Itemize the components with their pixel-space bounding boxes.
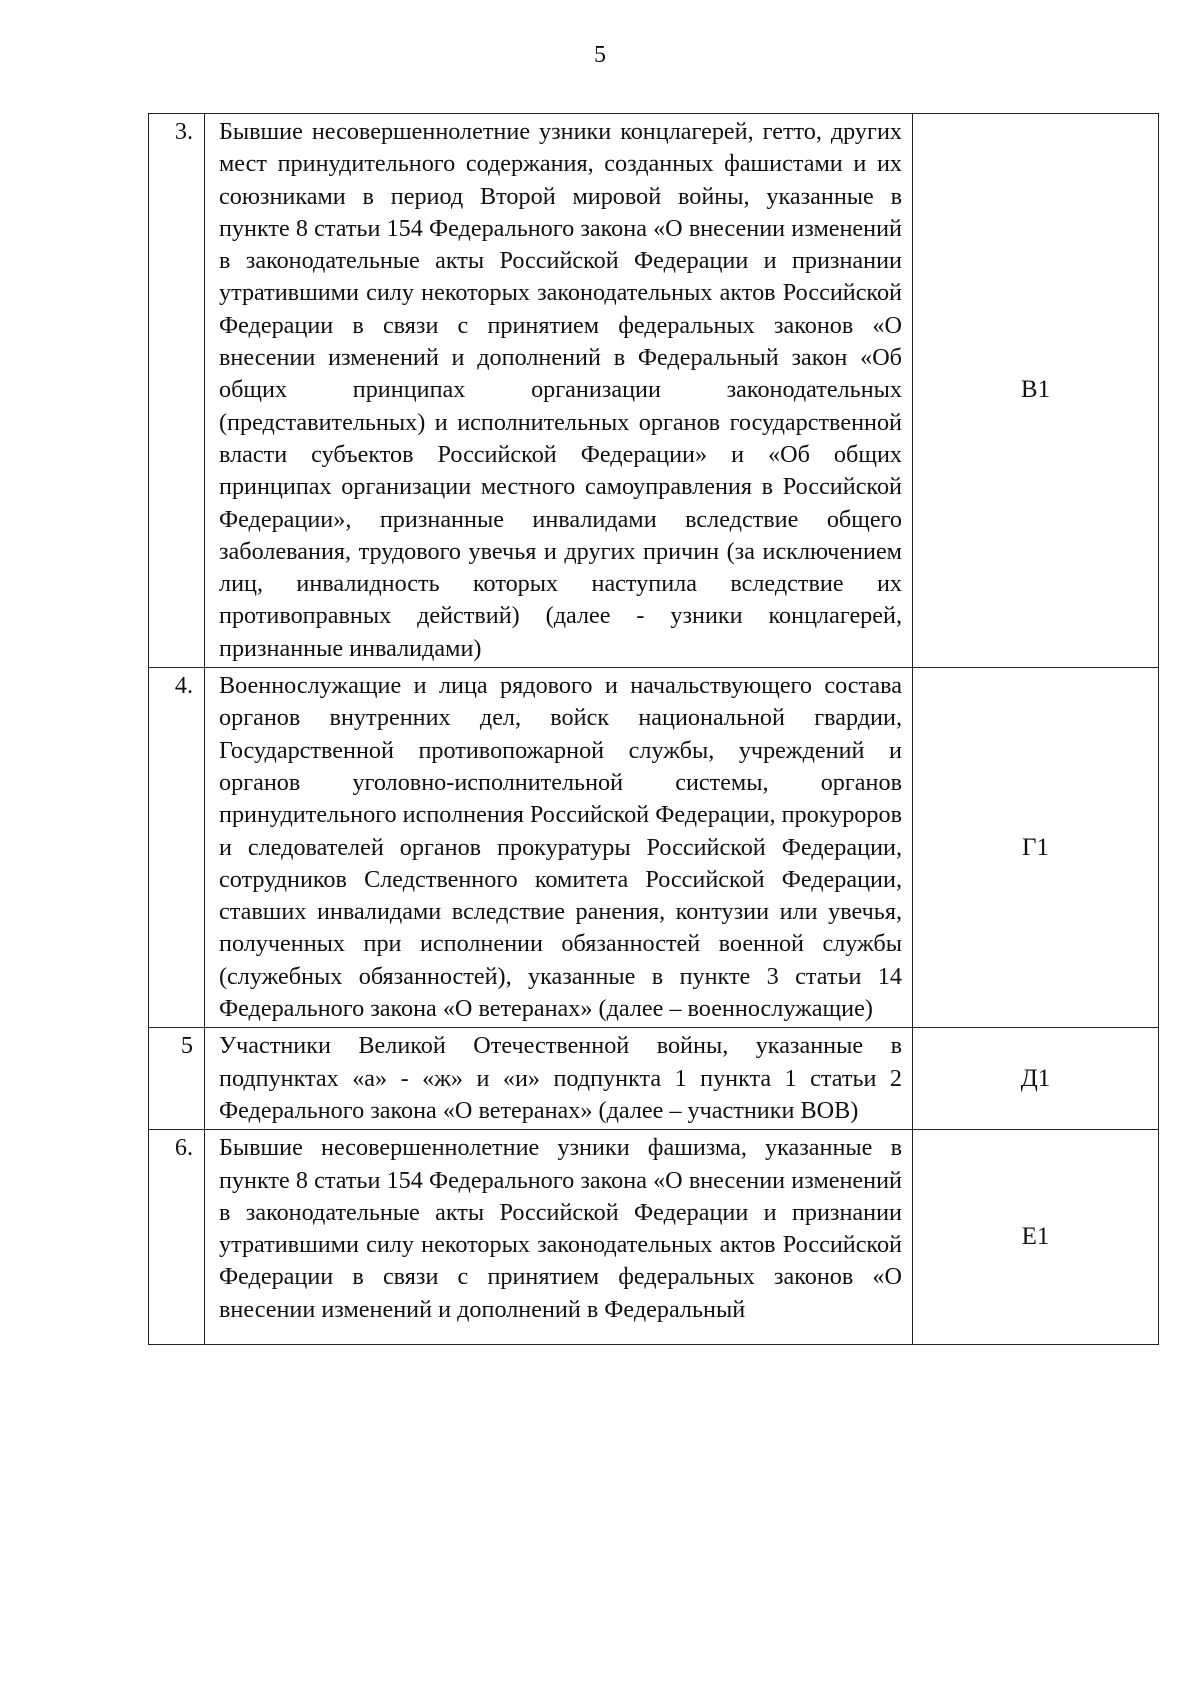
- table-row: [149, 668, 1159, 1028]
- row-description: Бывшие несовершеннолетние узники фашизма, указанные в пункте 8 статьи 154 Федерального закона «О внесении изменений в законодательные акты Российской Федерации и признании утратившими силу некоторых законодательных актов Российской Федерации в связи с принятием федеральных законов «О внесении изменений и дополнений в Федеральный: [205, 1130, 913, 1345]
- table-row: [149, 114, 1159, 668]
- benefit-category-table: [148, 113, 1159, 1345]
- row-code: В1: [913, 114, 1159, 668]
- row-description: Военнослужащие и лица рядового и начальствующего состава органов внутренних дел, войск национальной гвардии, Государственной противопожарной службы, учреждений и органов уголовно-исполнительной системы, органов принудительного исполнения Российской Федерации, прокуроров и следователей органов прокуратуры Российской Федерации, сотрудников Следственного комитета Российской Федерации, ставших инвалидами вследствие ранения, контузии или увечья, полученных при исполнении обязанностей военной службы (служебных обязанностей), указанные в пункте 3 статьи 14 Федерального закона «О ветеранах» (далее – военнослужащие): [205, 668, 913, 1028]
- row-code: Г1: [913, 668, 1159, 1028]
- page-number: 5: [594, 42, 606, 68]
- row-description: Участники Великой Отечественной войны, указанные в подпунктах «а» - «ж» и «и» подпункта 1 пункта 1 статьи 2 Федерального закона «О ветеранах» (далее – участники ВОВ): [205, 1028, 913, 1130]
- row-number: 4.: [149, 668, 205, 1028]
- row-description: Бывшие несовершеннолетние узники концлагерей, гетто, других мест принудительного содержания, созданных фашистами и их союзниками в период Второй мировой войны, указанные в пункте 8 статьи 154 Федерального закона «О внесении изменений в законодательные акты Российской Федерации и признании утратившими силу некоторых законодательных актов Российской Федерации в связи с принятием федеральных законов «О внесении изменений и дополнений в Федеральный закон «Об общих принципах организации законодательных (представительных) и исполнительных органов государственной власти субъектов Российской Федерации» и «Об общих принципах организации местного самоуправления в Российской Федерации», признанные инвалидами вследствие общего заболевания, трудового увечья и других причин (за исключением лиц, инвалидность которых наступила вследствие их противоправных действий) (далее - узники концлагерей, признанные инвалидами): [205, 114, 913, 668]
- row-number: 6.: [149, 1130, 205, 1345]
- table-row: [149, 1028, 1159, 1130]
- row-code: Е1: [913, 1130, 1159, 1345]
- table-row: [149, 1130, 1159, 1345]
- row-number: 3.: [149, 114, 205, 668]
- row-number: 5: [149, 1028, 205, 1130]
- row-code: Д1: [913, 1028, 1159, 1130]
